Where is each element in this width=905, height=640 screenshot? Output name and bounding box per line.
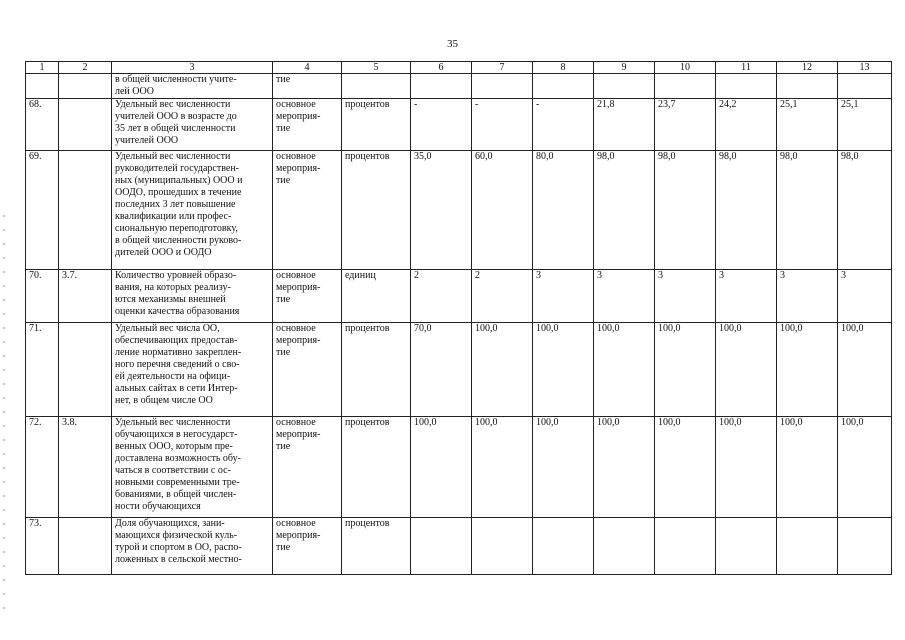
- year-value: [777, 518, 838, 575]
- year-value: [472, 518, 533, 575]
- year-value: 23,7: [655, 99, 716, 151]
- unit: [342, 74, 411, 99]
- year-value: 100,0: [716, 417, 777, 518]
- year-value: 60,0: [472, 151, 533, 270]
- indicator-name: Удельный вес численности руководителей государствен- ных (муниципальных) ООО и ООДО, прошедших в течение последних 3 лет повышение квалификации или профес- сиональную переподготовку, в общей численности руково- дителей ООО и ООДО: [112, 151, 273, 270]
- measure-type: основное мероприя- тие: [273, 151, 342, 270]
- row-number: 73.: [26, 518, 59, 575]
- column-number: 10: [655, 62, 716, 74]
- measure-type: основное мероприя- тие: [273, 323, 342, 417]
- year-value: 2: [472, 270, 533, 323]
- year-value: 25,1: [777, 99, 838, 151]
- column-number: 13: [838, 62, 892, 74]
- year-value: 3: [777, 270, 838, 323]
- year-value: [838, 74, 892, 99]
- row-number: 69.: [26, 151, 59, 270]
- subprogram-number: [59, 323, 112, 417]
- row-number: 72.: [26, 417, 59, 518]
- subprogram-number: [59, 518, 112, 575]
- subprogram-number: 3.7.: [59, 270, 112, 323]
- column-number: 8: [533, 62, 594, 74]
- year-value: -: [472, 99, 533, 151]
- year-value: [594, 518, 655, 575]
- column-number: 12: [777, 62, 838, 74]
- year-value: 100,0: [472, 417, 533, 518]
- year-value: 98,0: [594, 151, 655, 270]
- indicator-name: Удельный вес численности обучающихся в негосударст- венных ООО, которым пре- доставлена возможность обу- чаться в соответствии с ос- новными современными тре- бованиями, в общей числен- ности обучающихся: [112, 417, 273, 518]
- table-row: [26, 151, 892, 270]
- row-number: [26, 74, 59, 99]
- subprogram-number: 3.8.: [59, 417, 112, 518]
- subprogram-number: [59, 74, 112, 99]
- year-value: [838, 518, 892, 575]
- table-row: [26, 99, 892, 151]
- year-value: 100,0: [777, 417, 838, 518]
- year-value: [716, 518, 777, 575]
- row-number: 71.: [26, 323, 59, 417]
- column-number: 6: [411, 62, 472, 74]
- year-value: 100,0: [533, 323, 594, 417]
- year-value: [777, 74, 838, 99]
- column-number: 5: [342, 62, 411, 74]
- unit: процентов: [342, 323, 411, 417]
- table-row: [26, 323, 892, 417]
- year-value: 100,0: [838, 323, 892, 417]
- year-value: 3: [655, 270, 716, 323]
- year-value: 3: [838, 270, 892, 323]
- column-number: 1: [26, 62, 59, 74]
- year-value: 98,0: [716, 151, 777, 270]
- subprogram-number: [59, 151, 112, 270]
- table-row: [26, 417, 892, 518]
- year-value: [472, 74, 533, 99]
- year-value: [411, 74, 472, 99]
- year-value: 25,1: [838, 99, 892, 151]
- year-value: 3: [716, 270, 777, 323]
- year-value: [716, 74, 777, 99]
- year-value: 100,0: [533, 417, 594, 518]
- year-value: [655, 518, 716, 575]
- table-body: [26, 62, 892, 575]
- subprogram-number: [59, 99, 112, 151]
- column-number: 7: [472, 62, 533, 74]
- indicator-name: Доля обучающихся, зани- мающихся физической куль- турой и спортом в ОО, распо- ложенных в сельской местно-: [112, 518, 273, 575]
- measure-type: основное мероприя- тие: [273, 270, 342, 323]
- column-number-row: [26, 62, 892, 74]
- measure-type: тие: [273, 74, 342, 99]
- year-value: [533, 74, 594, 99]
- measure-type: основное мероприя- тие: [273, 518, 342, 575]
- page-number: 35: [447, 38, 458, 50]
- year-value: 100,0: [716, 323, 777, 417]
- year-value: 100,0: [594, 417, 655, 518]
- indicator-name: в общей численности учите- лей ООО: [112, 74, 273, 99]
- indicator-name: Удельный вес численности учителей ООО в возрасте до 35 лет в общей численности учителей ООО: [112, 99, 273, 151]
- year-value: 24,2: [716, 99, 777, 151]
- year-value: -: [533, 99, 594, 151]
- year-value: 100,0: [655, 323, 716, 417]
- year-value: [411, 518, 472, 575]
- scan-edge-marks: [3, 215, 5, 615]
- column-number: 9: [594, 62, 655, 74]
- column-number: 11: [716, 62, 777, 74]
- measure-type: основное мероприя- тие: [273, 99, 342, 151]
- year-value: 70,0: [411, 323, 472, 417]
- indicator-name: Количество уровней образо- вания, на которых реализу- ются механизмы внешней оценки качества образования: [112, 270, 273, 323]
- row-number: 70.: [26, 270, 59, 323]
- year-value: 100,0: [655, 417, 716, 518]
- year-value: 100,0: [777, 323, 838, 417]
- unit: единиц: [342, 270, 411, 323]
- column-number: 4: [273, 62, 342, 74]
- measure-type: основное мероприя- тие: [273, 417, 342, 518]
- table-row: [26, 518, 892, 575]
- table-row: [26, 74, 892, 99]
- year-value: 3: [594, 270, 655, 323]
- unit: процентов: [342, 99, 411, 151]
- year-value: 98,0: [777, 151, 838, 270]
- year-value: 100,0: [472, 323, 533, 417]
- year-value: 3: [533, 270, 594, 323]
- unit: процентов: [342, 518, 411, 575]
- year-value: [594, 74, 655, 99]
- column-number: 2: [59, 62, 112, 74]
- year-value: 2: [411, 270, 472, 323]
- year-value: [655, 74, 716, 99]
- year-value: 98,0: [655, 151, 716, 270]
- unit: процентов: [342, 151, 411, 270]
- year-value: 80,0: [533, 151, 594, 270]
- year-value: 21,8: [594, 99, 655, 151]
- year-value: -: [411, 99, 472, 151]
- year-value: [533, 518, 594, 575]
- indicator-table: [25, 61, 892, 575]
- column-number: 3: [112, 62, 273, 74]
- year-value: 98,0: [838, 151, 892, 270]
- year-value: 35,0: [411, 151, 472, 270]
- row-number: 68.: [26, 99, 59, 151]
- year-value: 100,0: [838, 417, 892, 518]
- year-value: 100,0: [411, 417, 472, 518]
- unit: процентов: [342, 417, 411, 518]
- year-value: 100,0: [594, 323, 655, 417]
- table-row: [26, 270, 892, 323]
- indicator-name: Удельный вес числа ОО, обеспечивающих предостав- ление нормативно закреплен- ного перечня сведений о сво- ей деятельности на офици- альных сайтах в сети Интер- нет, в общем числе ОО: [112, 323, 273, 417]
